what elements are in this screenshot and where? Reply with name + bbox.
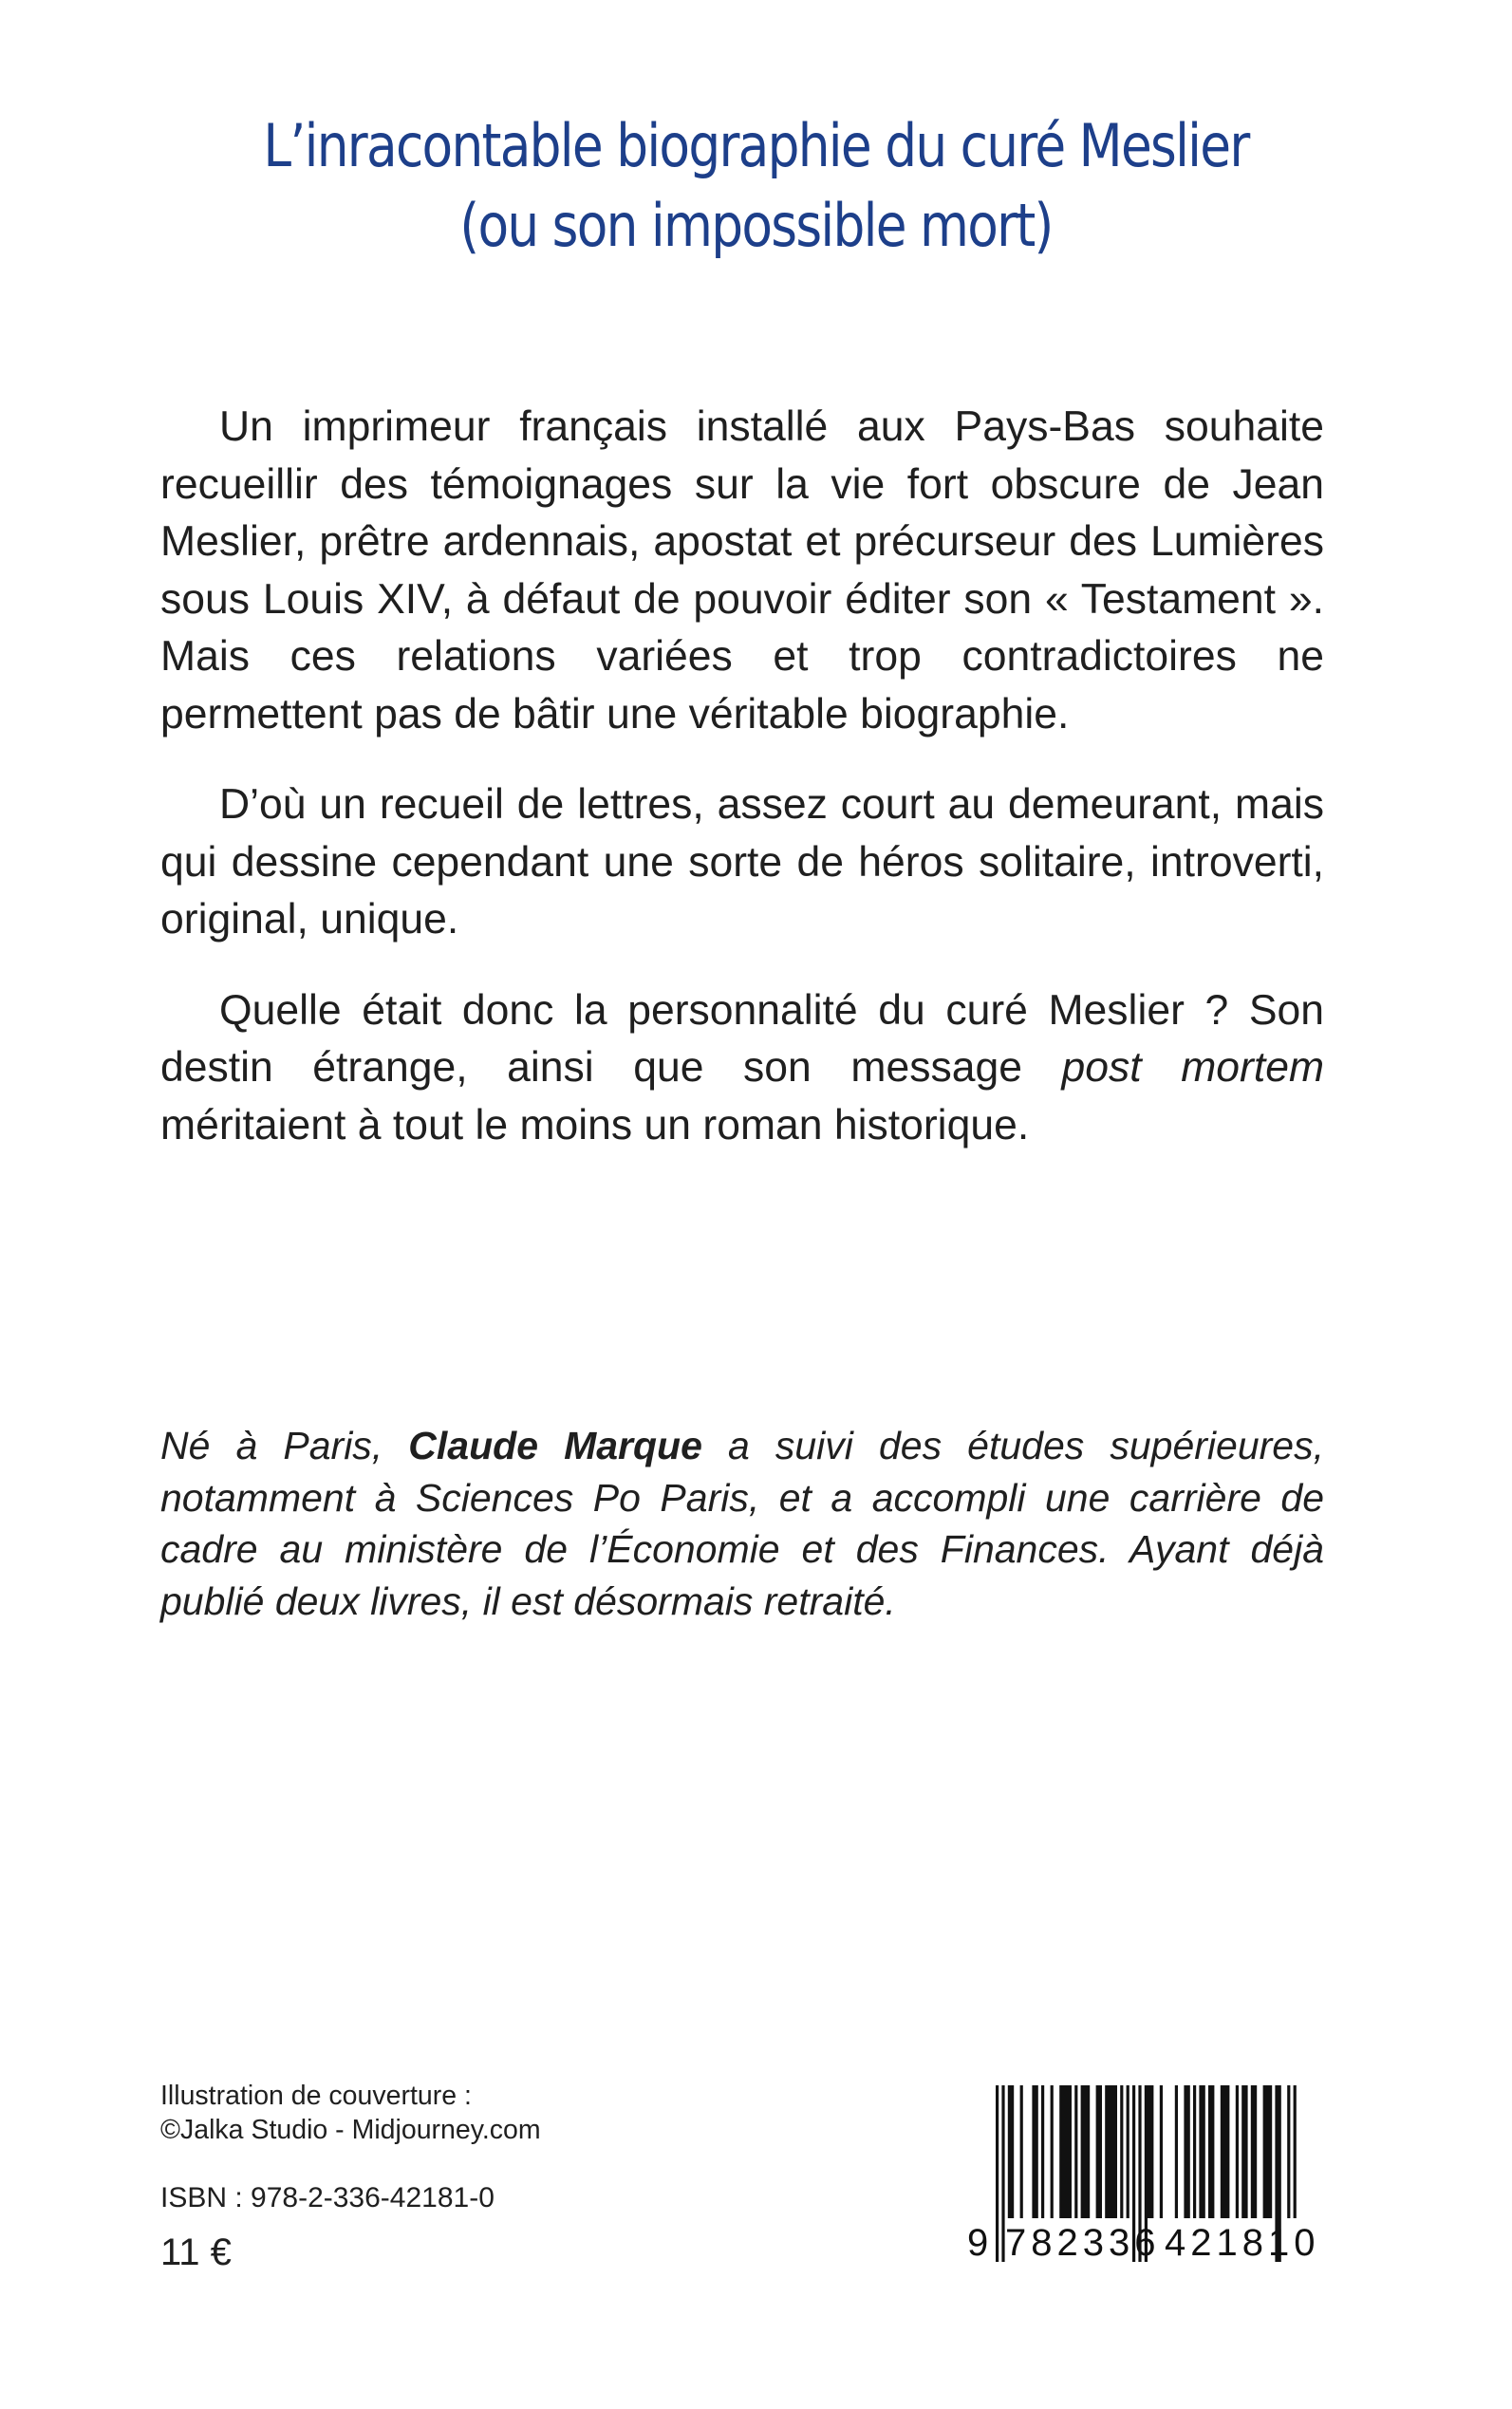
author-bio xyxy=(160,1420,1324,1627)
author-bio-start: Né à Paris, xyxy=(160,1424,409,1467)
barcode-bar xyxy=(1287,2085,1290,2218)
book-title xyxy=(106,106,1407,266)
book-title-line-1: L’inracontable biographie du curé Meslier xyxy=(263,111,1249,180)
barcode-bar xyxy=(1148,2085,1153,2218)
isbn: ISBN : 978-2-336-42181-0 xyxy=(160,2182,495,2213)
price: 11 € xyxy=(160,2232,232,2273)
barcode-bar xyxy=(1059,2085,1072,2218)
barcode-bar xyxy=(1263,2085,1273,2218)
summary-paragraph-3 xyxy=(160,982,1324,1155)
barcode-bar xyxy=(1175,2085,1178,2218)
summary xyxy=(160,399,1324,1187)
barcode-bar xyxy=(1020,2085,1023,2218)
summary-emphasis: post mortem xyxy=(1061,1044,1325,1091)
barcode-bar xyxy=(1081,2085,1091,2218)
barcode-bar xyxy=(1208,2085,1214,2218)
barcode-bar xyxy=(1294,2085,1297,2218)
illustration-credits xyxy=(160,2079,541,2147)
summary-paragraph-1: Un imprimeur français installé aux Pays-Bas souhaite recueillir des témoignages sur la vie fort obscure de Jean Meslier, prêtre ardennais, apostat et précurseur des Lumières sous Louis XIV, à défaut de pouvoir éditer son « Testament ». Mais ces relations variées et trop contradictoires ne permettent pas de bâtir une véritable biographie. xyxy=(160,403,1324,738)
barcode-bar xyxy=(1160,2085,1163,2218)
barcode-bar xyxy=(1251,2085,1257,2218)
credits-line-1: Illustration de couverture : xyxy=(160,2081,472,2111)
barcode-digits xyxy=(963,2222,1324,2269)
barcode xyxy=(963,2085,1324,2271)
summary-paragraph-2: D’où un recueil de lettres, assez court au demeurant, mais qui dessine cependant une sorte de héros solitaire, introverti, original, unique. xyxy=(160,781,1324,943)
author-name: Claude Marque xyxy=(408,1424,702,1467)
barcode-bar xyxy=(1193,2085,1196,2218)
barcode-bar xyxy=(1120,2085,1123,2218)
credits-line-2: ©Jalka Studio - Midjourney.com xyxy=(160,2115,541,2145)
barcode-bar xyxy=(1236,2085,1239,2218)
barcode-bar xyxy=(1096,2085,1102,2218)
barcode-bar xyxy=(1127,2085,1129,2218)
summary-paragraph-3-start: Quelle était donc la personnalité du curé Meslier ? Son destin étrange, ainsi que son message xyxy=(160,986,1324,1091)
barcode-bar xyxy=(1184,2085,1189,2218)
barcode-group-1: 782336 xyxy=(1005,2222,1161,2264)
barcode-bar xyxy=(1008,2085,1014,2218)
barcode-bar xyxy=(1105,2085,1117,2218)
barcode-bar xyxy=(1221,2085,1230,2218)
author-bio-end: a suivi des études supérieures, notamment à Sciences Po Paris, et a accompli une carrière de cadre au ministère de l’Économie et des Finances. Ayant déjà publié deux livres, il est désormais retraité. xyxy=(160,1424,1324,1623)
barcode-group-2: 421810 xyxy=(1165,2222,1320,2264)
barcode-bar xyxy=(1032,2085,1037,2218)
barcode-bar xyxy=(1051,2085,1054,2218)
barcode-bar xyxy=(1041,2085,1044,2218)
barcode-bar xyxy=(1241,2085,1247,2218)
barcode-bar xyxy=(1074,2085,1077,2218)
book-title-line-2: (ou son impossible mort) xyxy=(459,191,1053,260)
summary-paragraph-3-end: méritaient à tout le moins un roman historique. xyxy=(160,1101,1030,1148)
barcode-bar xyxy=(1199,2085,1204,2218)
barcode-lead-digit: 9 xyxy=(967,2222,991,2264)
